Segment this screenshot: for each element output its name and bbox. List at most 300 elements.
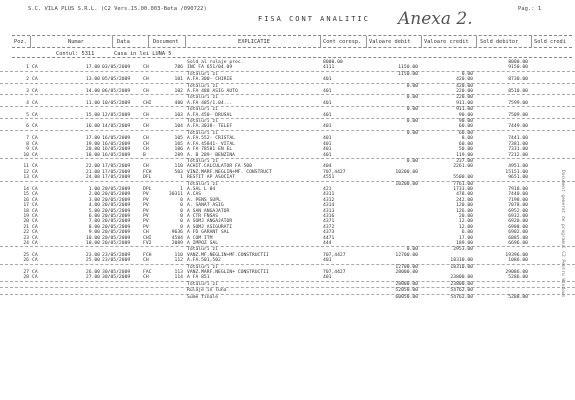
cell-sold-debitor: 6696.00	[508, 241, 528, 246]
cell-doc-nr: 113	[174, 270, 183, 276]
cell-sold-debitor: 7381.00	[508, 141, 528, 147]
cell-credit: 60.00	[458, 130, 473, 136]
side-note: Document generat de programul C2 Pentru Windows	[560, 170, 565, 298]
cell-type: CA	[32, 77, 38, 83]
cell-type: CA	[32, 252, 38, 258]
cell-debit: 28000.00	[395, 281, 418, 287]
cell-credit: 120.00	[456, 203, 473, 209]
cell-cont: 4373	[323, 230, 335, 236]
cell-credit: 6.00	[461, 230, 473, 236]
cell-data: 10/05/2009	[102, 100, 131, 106]
cell-numar: 20.00	[85, 147, 100, 153]
cell-numar: 9.00	[88, 230, 100, 236]
cell-type: CA	[32, 141, 38, 147]
cell-cont: 707,4427	[323, 270, 346, 276]
cell-explicatie: RESTIT AP ASOCIAT	[187, 175, 235, 181]
cell-doc-nr: 105	[174, 136, 183, 142]
cell-sold-debitor: 19396.00	[505, 252, 528, 258]
cell-data: 20/05/2009	[102, 230, 131, 236]
column-divider	[366, 36, 367, 48]
cell-data: 05/05/2009	[102, 77, 131, 83]
cell-poz: 26	[23, 258, 29, 264]
cell-numar: 13.00	[85, 77, 100, 83]
cell-poz: 10	[23, 152, 29, 158]
cell-explicatie: Rulaje in luna	[187, 288, 227, 294]
cell-type: CA	[32, 175, 38, 181]
cell-data: 03/05/2009	[102, 65, 131, 71]
cell-explicatie: A CTR FNSAS	[187, 213, 219, 219]
cell-numar: 27.00	[85, 275, 100, 281]
col-header-valoare-debit: Valoare debit	[369, 39, 411, 45]
cell-debit: 0.00	[406, 158, 418, 164]
cell-data: 20/05/2009	[102, 197, 131, 203]
cell-doc: CH	[143, 230, 149, 236]
cell-sold-debitor: 8730.00	[508, 77, 528, 83]
cell-doc: CH	[143, 124, 149, 130]
cell-poz: 9	[26, 147, 29, 153]
cell-poz: 3	[26, 89, 29, 95]
cell-cont: 444	[323, 241, 332, 246]
cell-numar: 16.00	[85, 124, 100, 130]
cell-credit: 220.00	[456, 95, 473, 101]
cell-credit: 23800.00	[450, 275, 473, 281]
cell-doc-nr: 0	[180, 224, 183, 230]
cell-data: 30/05/2009	[102, 270, 131, 276]
cell-credit: 420.00	[456, 83, 473, 89]
cell-cont: 4311	[323, 192, 335, 198]
cell-credit: 20.00	[458, 213, 473, 219]
cell-poz: 5	[26, 112, 29, 118]
cell-type: CA	[32, 89, 38, 95]
cell-poz: 15	[23, 192, 29, 198]
cell-numar: 19.00	[85, 141, 100, 147]
cell-credit: 12.00	[458, 224, 473, 230]
cell-type: CA	[32, 65, 38, 71]
col-header-sold-debitor: Sold debitor	[480, 39, 519, 45]
cell-explicatie: Totaluri zi	[187, 107, 219, 113]
cell-data: 20/05/2009	[102, 186, 131, 192]
cell-poz: 22	[23, 230, 29, 236]
cell-data: 20/05/2009	[102, 203, 131, 209]
cell-sold-debitor: 5286.00	[508, 275, 528, 281]
cell-doc-nr: 102	[174, 89, 183, 95]
cell-doc-nr: 1	[180, 175, 183, 181]
cell-sold-debitor: 7918.00	[508, 186, 528, 192]
cell-cont: 401	[323, 112, 332, 118]
cell-type: CA	[32, 124, 38, 130]
cell-cont: 401	[323, 136, 332, 142]
cell-cont: 4471	[323, 235, 335, 241]
cell-sold-debitor: 29086.00	[505, 270, 528, 276]
cell-sold-debitor: 6932.00	[508, 213, 528, 219]
cell-poz: 12	[23, 169, 29, 175]
cell-cont: 401	[323, 258, 332, 264]
cell-poz: 2	[26, 77, 29, 83]
cell-numar: 21.00	[85, 169, 100, 175]
cell-sold-debitor: 7078.00	[508, 203, 528, 209]
cell-credit: 420.00	[456, 77, 473, 83]
cell-data: 12/05/2009	[102, 112, 131, 118]
cell-explicatie: A.FA.3038- TELEF	[187, 124, 233, 130]
cell-explicatie: A.FA.450- DRUSAL	[187, 112, 233, 118]
cell-cont: 401	[323, 152, 332, 158]
cell-doc-nr: 110	[174, 252, 183, 258]
cell-numar: 10.00	[85, 241, 100, 246]
cell-cont: 401	[323, 77, 332, 83]
cell-explicatie: Totaluri zi	[187, 83, 219, 89]
cell-type: CA	[32, 186, 38, 192]
ledger-table	[0, 60, 575, 300]
cell-doc-nr: 105	[174, 141, 183, 147]
cell-numar: 4.00	[88, 203, 100, 209]
cell-credit: 12.00	[458, 219, 473, 225]
cell-cont: 707,4427	[323, 252, 346, 258]
cell-cont: 401	[323, 275, 332, 281]
handwritten-annotation: Anexa 2.	[398, 9, 473, 29]
cell-doc-nr: 114	[174, 275, 183, 281]
cell-sold-debitor: 6908.00	[508, 224, 528, 230]
cell-poz: 19	[23, 213, 29, 219]
cell-doc: PV	[143, 208, 149, 214]
cell-poz: 11	[23, 164, 29, 170]
cell-cont: 4111	[323, 65, 335, 71]
cell-data: 14/05/2009	[102, 124, 131, 130]
cell-doc: PV	[143, 224, 149, 230]
cell-credit: 5500.00	[453, 175, 473, 181]
cell-explicatie: Totaluri zi	[187, 95, 219, 101]
cell-sold-debitor: 5288.00	[508, 294, 528, 300]
cell-type: CA	[32, 208, 38, 214]
cell-doc-nr: 480	[174, 100, 183, 106]
cell-sold-debitor: 7449.00	[508, 124, 528, 130]
cell-credit: 237.00	[456, 158, 473, 164]
cell-poz: 17	[23, 203, 29, 209]
cell-explicatie: Totaluri zi	[187, 264, 219, 270]
cell-numar: 26.00	[85, 270, 100, 276]
cell-type: CA	[32, 258, 38, 264]
col-header-document: Document	[153, 39, 179, 45]
cell-sold-debitor: 7599.00	[508, 100, 528, 106]
cell-data: 20/05/2009	[102, 213, 131, 219]
cell-explicatie: A.FA.552- CRISTAL	[187, 136, 235, 142]
cell-doc-nr: 1	[180, 186, 183, 192]
cell-credit: 2953.00	[453, 247, 473, 253]
cell-sold-debitor: 7509.00	[508, 112, 528, 118]
cell-data: 30/05/2009	[102, 275, 131, 281]
cell-credit: 54762.00	[450, 294, 473, 300]
cell-credit: 911.00	[456, 107, 473, 113]
cell-credit: 1733.00	[453, 186, 473, 192]
cell-explicatie: A FA 78581 EN EL	[187, 147, 233, 153]
cell-numar: 23.00	[85, 252, 100, 258]
cell-doc: CH	[143, 141, 149, 147]
cell-credit: 17.00	[458, 235, 473, 241]
cell-data: 06/05/2009	[102, 89, 131, 95]
cell-explicatie: VANZ.MF.NEGLIN+MF.CONSTRUCTII	[187, 252, 269, 258]
cell-data: 17/05/2009	[102, 164, 131, 170]
cell-explicatie: Totaluri zi	[187, 158, 219, 164]
cell-explicatie: Totaluri zi	[187, 71, 219, 77]
page-title: FISA CONT ANALITIC	[258, 15, 370, 23]
cell-debit: 28000.00	[395, 270, 418, 276]
cell-type: CA	[32, 152, 38, 158]
cell-debit: 0.00	[406, 83, 418, 89]
cell-data: 20/05/2009	[102, 241, 131, 246]
cell-explicatie: VANZ.MARF.NEGLIN+ CONSTRUCTII	[187, 270, 269, 276]
cell-explicatie: Sold al rulaje prec.	[187, 60, 244, 65]
cell-numar: 8.00	[88, 224, 100, 230]
cell-numar: 25.00	[85, 258, 100, 264]
cell-doc-nr: 101	[174, 77, 183, 83]
cell-poz: 13	[23, 175, 29, 181]
cell-numar: 18.00	[85, 152, 100, 158]
cell-poz: 20	[23, 219, 29, 225]
cell-explicatie: A. PENS SUPL	[187, 197, 221, 203]
cell-explicatie: A.FA.501,502	[187, 258, 221, 264]
cell-credit: 7761.00	[453, 181, 473, 187]
cell-doc: CHI	[143, 100, 152, 106]
cell-explicatie: Sume finale	[187, 294, 219, 300]
divider	[12, 57, 572, 58]
cell-sold-debitor: 4951.00	[508, 164, 528, 170]
cell-sold-debitor: 6902.00	[508, 230, 528, 236]
cell-credit: 90.00	[458, 112, 473, 118]
cell-numar: 22.00	[85, 164, 100, 170]
cell-numar: 24.00	[85, 175, 100, 181]
cell-doc: CH	[143, 147, 149, 153]
cell-explicatie: A.FA.300- CHIRIE	[187, 77, 233, 83]
cell-explicatie: A.FA 488 ASIG AUTO	[187, 89, 238, 95]
cell-numar: 14.00	[85, 89, 100, 95]
account-label: Contul: 5311	[56, 51, 95, 57]
cell-explicatie: A SOMJ ASIGURATI	[187, 224, 233, 230]
cell-doc-nr: 503	[174, 169, 183, 175]
cell-numar: 1.00	[88, 186, 100, 192]
cell-type: CA	[32, 197, 38, 203]
cell-type: CA	[32, 192, 38, 198]
cell-doc-nr: 4584	[171, 235, 183, 241]
cell-credit: 18310.00	[450, 258, 473, 264]
cell-debit: 0.00	[406, 95, 418, 101]
cell-type: CA	[32, 241, 38, 246]
cell-poz: 24	[23, 241, 29, 246]
cell-explicatie: VINZ.MARF.NEGLIN+MF. CONSTRUCT	[187, 169, 272, 175]
cell-cont: 707,4427	[323, 169, 346, 175]
col-header-poz: Poz.	[14, 39, 27, 45]
cell-doc-nr: 0	[180, 219, 183, 225]
cell-numar: 15.00	[85, 112, 100, 118]
cell-poz: 4	[26, 100, 29, 106]
cell-poz: 8	[26, 141, 29, 147]
column-divider	[148, 36, 149, 48]
cell-cont: 4314	[323, 203, 335, 209]
cell-doc-nr: 104	[174, 124, 183, 130]
cell-credit: 478.00	[456, 192, 473, 198]
cell-numar: 7.00	[88, 219, 100, 225]
cell-type: CA	[32, 270, 38, 276]
cell-debit: 10200.00	[395, 181, 418, 187]
cell-credit: 242.00	[456, 197, 473, 203]
cell-sold-debitor: 15151.00	[505, 169, 528, 175]
cell-explicatie: A SOMJ ANGAJATOR	[187, 219, 233, 225]
cell-data: 16/05/2009	[102, 141, 131, 147]
cell-doc-nr: 110	[174, 164, 183, 170]
cell-explicatie: A COM ITM	[187, 235, 213, 241]
page-number: Pag.: 1	[518, 6, 542, 12]
column-divider	[476, 36, 477, 48]
cell-doc-nr: 0	[180, 197, 183, 203]
cell-debit: 0.00	[406, 107, 418, 113]
cell-numar: 11.00	[85, 100, 100, 106]
cell-type: CA	[32, 147, 38, 153]
cell-cont: 401	[323, 100, 332, 106]
column-divider	[320, 36, 321, 48]
cell-sold-debitor: 9651.00	[508, 175, 528, 181]
cell-cont: 4313	[323, 208, 335, 214]
cell-doc: FAC	[143, 270, 152, 276]
cell-doc-nr: 0	[180, 203, 183, 209]
cell-doc-nr: 0	[180, 208, 183, 214]
cell-explicatie: A FD GARANT SAL	[187, 230, 230, 236]
col-header-cont-coresp: Cont coresp.	[323, 39, 362, 45]
cell-sold-debitor: 7198.00	[508, 197, 528, 203]
cell-doc: FCH	[143, 169, 152, 175]
cell-doc-nr: 106	[174, 147, 183, 153]
cell-debit: 0.00	[406, 130, 418, 136]
cell-data: 17/05/2009	[102, 175, 131, 181]
col-header-explicatie: EXPLICATIE	[238, 39, 270, 45]
cell-doc-nr: 112	[174, 258, 183, 264]
cell-explicatie: Totaluri zi	[187, 181, 219, 187]
cell-type: CA	[32, 203, 38, 209]
cell-type: CA	[32, 213, 38, 219]
cell-doc: DFL	[143, 175, 152, 181]
cell-debit: 52050.00	[395, 288, 418, 294]
cell-type: CA	[32, 230, 38, 236]
cell-cont: 404	[323, 164, 332, 170]
account-name: Casa in lei LUNA 5	[114, 51, 172, 57]
cell-credit: 8.00	[461, 136, 473, 142]
cell-debit: 10200.00	[395, 169, 418, 175]
cell-credit: 50.00	[458, 147, 473, 153]
cell-explicatie: A.FA 485/1.04...	[187, 100, 233, 106]
cell-cont: 421	[323, 186, 332, 192]
column-divider	[112, 36, 113, 48]
cell-cont: 401	[323, 89, 332, 95]
cell-numar: 17.00	[85, 65, 100, 71]
cell-type: CA	[32, 136, 38, 142]
cell-credit: 60.00	[458, 141, 473, 147]
cell-credit: 90.00	[458, 119, 473, 125]
cell-poz: 14	[23, 186, 29, 192]
cell-explicatie: A. B 289- BENZINA	[187, 152, 235, 158]
cell-doc: CH	[143, 258, 149, 264]
cell-explicatie: Totaluri zi	[187, 119, 219, 125]
cell-explicatie: A FA 851	[187, 275, 210, 281]
cell-numar: 6.00	[88, 213, 100, 219]
cell-sold-debitor: 7440.00	[508, 192, 528, 198]
cell-credit: 119.00	[456, 152, 473, 158]
cell-poz: 28	[23, 275, 29, 281]
cell-credit: 220.00	[456, 89, 473, 95]
cell-poz: 25	[23, 252, 29, 258]
cell-poz: 27	[23, 270, 29, 276]
cell-doc: FCH	[143, 252, 152, 258]
cell-type: CA	[32, 169, 38, 175]
cell-credit: 18310.00	[450, 264, 473, 270]
cell-debit: 12700.00	[395, 264, 418, 270]
cell-doc: PV	[143, 203, 149, 209]
cell-credit: 126.00	[456, 208, 473, 214]
cell-doc: CH	[143, 136, 149, 142]
cell-numar: 3.00	[88, 197, 100, 203]
cell-type: CA	[32, 275, 38, 281]
cell-doc-nr: 0	[180, 213, 183, 219]
cell-data: 20/05/2009	[102, 219, 131, 225]
cell-explicatie: INC FA 651/04.09	[187, 65, 233, 71]
cell-doc-nr: 103	[174, 112, 183, 118]
cell-doc: CH	[143, 164, 149, 170]
cell-explicatie: ACHIT.CALCULATOR FA 500	[187, 164, 252, 170]
cell-data: 20/05/2009	[102, 224, 131, 230]
cell-explicatie: Totaluri zi	[187, 130, 219, 136]
cell-sold-debitor: 6952.00	[508, 208, 528, 214]
cell-sold-debitor: 6885.00	[508, 235, 528, 241]
cell-doc-nr: 9636	[171, 230, 183, 236]
cell-doc: PV	[143, 192, 149, 198]
cell-data: 17/05/2009	[102, 169, 131, 175]
col-header-numar: Numar	[68, 39, 84, 45]
cell-doc: FV2	[143, 241, 152, 246]
cell-type: CA	[32, 219, 38, 225]
cell-cont: 4371	[323, 219, 335, 225]
cell-doc: CH	[143, 275, 149, 281]
cell-sold-debitor: 8000.00	[508, 60, 528, 65]
cell-debit: 1150.00	[398, 71, 418, 77]
cell-sold-debitor: 9150.00	[508, 65, 528, 71]
cell-cont: 401	[323, 147, 332, 153]
table-row	[0, 294, 575, 300]
cell-numar: 2.00	[88, 192, 100, 198]
cell-doc: CH	[143, 112, 149, 118]
cell-explicatie: A. SANAT ASIG	[187, 203, 224, 209]
cell-explicatie: A IMPOZ SAL	[187, 241, 219, 246]
cell-credit: 23800.00	[450, 281, 473, 287]
col-header-valoare-credit: Valoare credit	[424, 39, 469, 45]
cell-sold-debitor: 7441.00	[508, 136, 528, 142]
col-header-sold-creditor: Sold credi	[534, 39, 566, 45]
column-divider	[531, 36, 532, 48]
cell-type: CA	[32, 235, 38, 241]
cell-numar: 10.00	[85, 235, 100, 241]
cell-credit: 189.00	[456, 241, 473, 246]
cell-sold-debitor: 6920.00	[508, 219, 528, 225]
column-divider	[30, 36, 31, 48]
cell-doc: CH	[143, 89, 149, 95]
cell-poz: 6	[26, 124, 29, 130]
cell-sold-debitor: 7212.00	[508, 152, 528, 158]
cell-debit: 60050.00	[395, 294, 418, 300]
cell-credit: 2261.00	[453, 164, 473, 170]
cell-credit: 911.00	[456, 100, 473, 106]
column-divider	[185, 36, 186, 48]
cell-credit: 54762.00	[450, 288, 473, 294]
cell-doc: CH	[143, 65, 149, 71]
cell-doc-nr: 2089	[171, 241, 183, 246]
cell-explicatie: Totaluri zi	[187, 281, 219, 287]
cell-doc-nr: 786	[174, 65, 183, 71]
cell-doc: CH	[143, 77, 149, 83]
